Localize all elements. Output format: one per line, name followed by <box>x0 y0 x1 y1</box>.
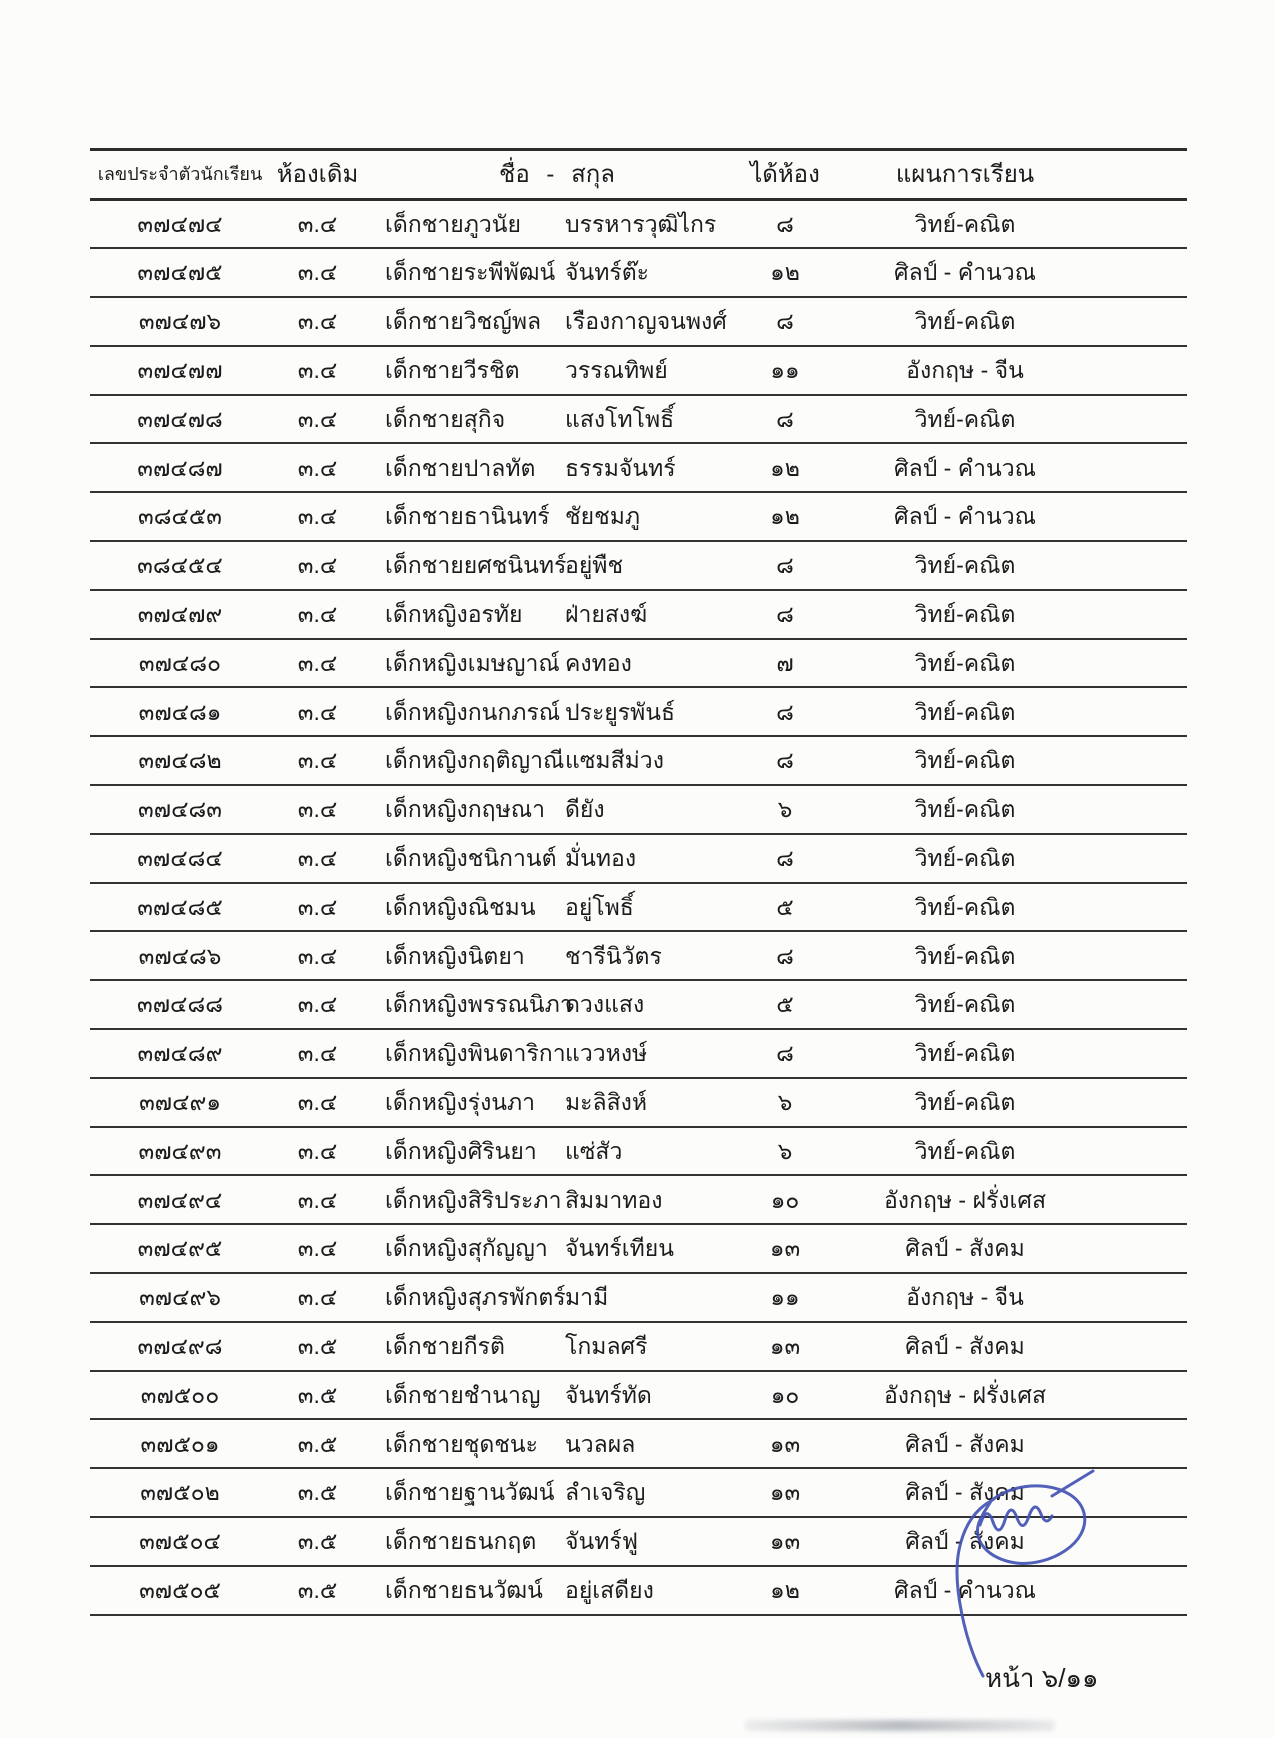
cell-first-name: เด็กชายปาลทัต <box>385 454 536 481</box>
cell-old-room: ๓.๔ <box>297 796 338 823</box>
table-row <box>90 200 1187 249</box>
cell-plan: ศิลป์ - สังคม <box>905 1235 1025 1262</box>
cell-plan: วิทย์-คณิต <box>914 698 1016 725</box>
cell-old-room: ๓.๕ <box>297 1479 338 1506</box>
cell-assigned-room: ๑๒ <box>770 503 800 530</box>
cell-old-room: ๓.๕ <box>297 1528 338 1555</box>
cell-last-name: โกมลศรี <box>565 1333 648 1359</box>
cell-assigned-room: ๖ <box>777 1089 793 1116</box>
cell-assigned-room: ๘ <box>776 552 794 579</box>
table-row <box>90 785 1187 834</box>
cell-first-name: เด็กชายวิชญ์พล <box>385 308 542 335</box>
cell-first-name: เด็กหญิงกฤษณา <box>385 796 545 823</box>
cell-student-id: ๓๗๔๙๕ <box>137 1235 223 1262</box>
table-row <box>90 443 1187 492</box>
table-row <box>90 541 1187 590</box>
cell-plan: วิทย์-คณิต <box>914 1040 1016 1067</box>
cell-first-name: เด็กหญิงเมษญาณ์ <box>385 649 560 676</box>
cell-last-name: อยู่โพธิ์ <box>565 893 634 920</box>
table-row <box>90 931 1187 980</box>
cell-student-id: ๓๗๔๙๑ <box>139 1089 221 1116</box>
cell-plan: วิทย์-คณิต <box>914 552 1016 579</box>
cell-plan: ศิลป์ - คำนวณ <box>894 503 1037 530</box>
cell-plan: วิทย์-คณิต <box>914 210 1016 237</box>
cell-assigned-room: ๑๑ <box>770 1284 800 1311</box>
cell-assigned-room: ๑๐ <box>770 1381 800 1408</box>
table-row <box>90 639 1187 688</box>
table-row <box>90 1322 1187 1371</box>
cell-first-name: เด็กชายระพีพัฒน์ <box>385 259 556 286</box>
cell-plan: วิทย์-คณิต <box>914 796 1016 823</box>
cell-assigned-room: ๑๓ <box>769 1430 801 1457</box>
table-row <box>90 1419 1187 1468</box>
cell-assigned-room: ๘ <box>776 845 794 872</box>
cell-assigned-room: ๑๐ <box>770 1186 800 1213</box>
cell-plan: อังกฤษ - ฝรั่งเศส <box>883 1186 1047 1213</box>
cell-last-name: แววหงษ์ <box>565 1040 648 1067</box>
cell-assigned-room: ๖ <box>777 796 793 823</box>
cell-last-name: มะลิสิงห์ <box>565 1089 648 1116</box>
cell-student-id: ๓๗๔๘๒ <box>138 747 222 774</box>
cell-student-id: ๓๗๔๙๖ <box>139 1284 221 1311</box>
cell-first-name: เด็กหญิงสุกัญญา <box>385 1235 548 1262</box>
student-assignment-table <box>90 148 1187 1616</box>
cell-old-room: ๓.๔ <box>297 503 338 530</box>
cell-first-name: เด็กชายฐานวัฒน์ <box>385 1479 555 1506</box>
cell-student-id: ๓๗๕๐๕ <box>139 1576 221 1603</box>
cell-student-id: ๓๗๔๘๘ <box>137 991 223 1018</box>
cell-assigned-room: ๘ <box>776 210 794 237</box>
cell-student-id: ๓๗๔๘๑ <box>138 698 222 725</box>
table-row <box>90 1517 1187 1566</box>
cell-assigned-room: ๑๒ <box>770 259 800 286</box>
cell-assigned-room: ๖ <box>777 1137 793 1164</box>
cell-first-name: เด็กชายวีรชิต <box>385 357 520 384</box>
cell-old-room: ๓.๔ <box>297 845 338 872</box>
cell-student-id: ๓๗๕๐๒ <box>140 1479 220 1506</box>
cell-old-room: ๓.๔ <box>297 942 338 969</box>
cell-first-name: เด็กหญิงรุ่งนภา <box>385 1089 536 1116</box>
cell-last-name: อยู่พืช <box>565 552 624 579</box>
cell-student-id: ๓๗๔๘๐ <box>138 649 222 676</box>
cell-plan: อังกฤษ - จีน <box>906 1284 1024 1311</box>
cell-first-name: เด็กชายธนวัฒน์ <box>385 1576 543 1603</box>
cell-old-room: ๓.๔ <box>297 1284 338 1311</box>
cell-assigned-room: ๕ <box>776 991 794 1018</box>
table-row <box>90 834 1187 883</box>
cell-plan: วิทย์-คณิต <box>914 845 1016 872</box>
cell-old-room: ๓.๔ <box>297 259 338 286</box>
cell-plan: วิทย์-คณิต <box>914 649 1016 676</box>
cell-student-id: ๓๗๔๘๓ <box>138 796 222 823</box>
cell-last-name: คงทอง <box>565 649 632 676</box>
cell-first-name: เด็กหญิงกนกภรณ์ <box>385 698 561 725</box>
cell-plan: วิทย์-คณิต <box>914 747 1016 774</box>
cell-old-room: ๓.๔ <box>297 893 338 920</box>
cell-old-room: ๓.๔ <box>297 308 338 335</box>
cell-last-name: ชารีนิวัตร <box>565 942 662 969</box>
cell-old-room: ๓.๔ <box>297 405 338 432</box>
cell-student-id: ๓๗๕๐๔ <box>139 1528 221 1555</box>
cell-student-id: ๓๗๔๗๔ <box>137 210 223 237</box>
cell-last-name: อยู่เสดียง <box>565 1576 654 1603</box>
table-row <box>90 1468 1187 1517</box>
cell-first-name: เด็กหญิงพินดาริกา <box>385 1040 566 1067</box>
cell-student-id: ๓๗๔๙๓ <box>138 1137 222 1164</box>
cell-first-name: เด็กหญิงสิริประภา <box>385 1186 562 1213</box>
cell-assigned-room: ๑๒ <box>770 1576 800 1603</box>
cell-old-room: ๓.๕ <box>297 1381 338 1408</box>
cell-student-id: ๓๗๔๗๘ <box>137 405 223 432</box>
cell-old-room: ๓.๔ <box>297 698 338 725</box>
cell-first-name: เด็กชายกีรติ <box>385 1333 505 1359</box>
cell-first-name: เด็กหญิงกฤติญาณี <box>385 747 565 774</box>
header-assigned-room: ได้ห้อง <box>750 160 820 188</box>
scan-artifact <box>745 1720 1055 1731</box>
cell-assigned-room: ๑๓ <box>769 1333 801 1359</box>
cell-last-name: เรืองกาญจนพงศ์ <box>565 308 727 335</box>
cell-assigned-room: ๑๓ <box>769 1235 801 1262</box>
cell-student-id: ๓๗๔๘๖ <box>138 942 222 969</box>
header-student-id: เลขประจำตัวนักเรียน <box>97 164 263 185</box>
cell-assigned-room: ๕ <box>776 893 794 920</box>
table-row <box>90 1127 1187 1176</box>
cell-last-name: ดียัง <box>565 796 605 823</box>
cell-old-room: ๓.๔ <box>297 552 338 579</box>
cell-old-room: ๓.๔ <box>297 747 338 774</box>
cell-assigned-room: ๘ <box>776 747 794 774</box>
table-row <box>90 687 1187 736</box>
cell-assigned-room: ๗ <box>776 649 794 676</box>
cell-plan: วิทย์-คณิต <box>914 308 1016 335</box>
cell-plan: วิทย์-คณิต <box>914 1089 1016 1116</box>
cell-first-name: เด็กหญิงพรรณนิภา <box>385 991 573 1018</box>
cell-plan: อังกฤษ - จีน <box>906 357 1024 384</box>
header-plan: แผนการเรียน <box>895 160 1035 188</box>
table-header <box>90 150 1187 200</box>
cell-first-name: เด็กหญิงชนิกานต์ <box>385 845 557 872</box>
cell-plan: วิทย์-คณิต <box>914 601 1016 628</box>
cell-assigned-room: ๑๑ <box>770 357 800 384</box>
cell-first-name: เด็กหญิงณิชมน <box>385 893 536 920</box>
cell-last-name: วรรณทิพย์ <box>565 357 668 384</box>
cell-assigned-room: ๘ <box>776 942 794 969</box>
cell-old-room: ๓.๔ <box>297 991 338 1018</box>
cell-plan: วิทย์-คณิต <box>914 1137 1016 1164</box>
cell-old-room: ๓.๔ <box>297 1186 338 1213</box>
table-row <box>90 883 1187 932</box>
cell-plan: ศิลป์ - คำนวณ <box>894 1576 1037 1603</box>
cell-student-id: ๓๗๔๘๙ <box>137 1040 223 1067</box>
cell-student-id: ๓๗๔๗๗ <box>137 357 223 384</box>
table-row <box>90 1175 1187 1224</box>
cell-plan: ศิลป์ - สังคม <box>905 1479 1025 1506</box>
table-header-row <box>90 150 1187 200</box>
table-row <box>90 1078 1187 1127</box>
cell-first-name: เด็กหญิงนิตยา <box>385 942 525 969</box>
cell-student-id: ๓๘๔๕๓ <box>137 503 222 530</box>
table-row <box>90 1224 1187 1273</box>
cell-plan: วิทย์-คณิต <box>914 893 1016 920</box>
cell-old-room: ๓.๔ <box>297 1235 338 1262</box>
cell-old-room: ๓.๕ <box>297 1576 338 1603</box>
table-row <box>90 980 1187 1029</box>
cell-last-name: นวลผล <box>565 1430 636 1457</box>
cell-old-room: ๓.๔ <box>297 1137 338 1164</box>
table-body <box>90 200 1187 1615</box>
cell-last-name: แซมสีม่วง <box>565 747 664 774</box>
cell-plan: ศิลป์ - สังคม <box>905 1333 1025 1359</box>
cell-first-name: เด็กชายยศชนินทร์ <box>385 552 567 579</box>
cell-last-name: จันทร์ทัด <box>565 1381 652 1408</box>
table-row <box>90 1029 1187 1078</box>
cell-old-room: ๓.๔ <box>297 601 338 628</box>
cell-last-name: ธรรมจันทร์ <box>565 454 676 481</box>
header-old-room: ห้องเดิม <box>276 160 359 188</box>
cell-assigned-room: ๘ <box>776 1040 794 1067</box>
header-name: ชื่อ - สกุล <box>499 160 615 188</box>
table-row <box>90 395 1187 444</box>
cell-last-name: ลำเจริญ <box>565 1479 646 1506</box>
table-row <box>90 1273 1187 1322</box>
cell-assigned-room: ๘ <box>776 601 794 628</box>
cell-student-id: ๓๗๔๗๕ <box>137 259 223 286</box>
cell-old-room: ๓.๔ <box>297 454 338 481</box>
cell-last-name: ฝ่ายสงฆ์ <box>565 601 648 628</box>
cell-old-room: ๓.๔ <box>297 649 338 676</box>
cell-first-name: เด็กชายชุดชนะ <box>385 1430 538 1457</box>
cell-old-room: ๓.๔ <box>297 1089 338 1116</box>
cell-student-id: ๓๘๔๕๔ <box>137 552 223 579</box>
cell-assigned-room: ๘ <box>776 405 794 432</box>
cell-old-room: ๓.๔ <box>297 1040 338 1067</box>
table-row <box>90 736 1187 785</box>
cell-assigned-room: ๑๓ <box>769 1528 801 1555</box>
cell-last-name: แซ่สัว <box>565 1137 623 1164</box>
cell-student-id: ๓๗๔๙๔ <box>137 1186 223 1213</box>
cell-last-name: ประยูรพันธ์ <box>565 698 676 725</box>
cell-student-id: ๓๗๔๗๙ <box>137 601 223 628</box>
cell-last-name: จันทร์เทียน <box>565 1235 674 1262</box>
cell-first-name: เด็กชายสุกิจ <box>385 405 506 432</box>
cell-last-name: แสงโทโพธิ์ <box>565 405 675 432</box>
cell-last-name: บรรหารวุฒิไกร <box>565 210 717 237</box>
cell-plan: ศิลป์ - คำนวณ <box>894 259 1037 286</box>
cell-plan: อังกฤษ - ฝรั่งเศส <box>883 1381 1047 1408</box>
cell-plan: วิทย์-คณิต <box>914 991 1016 1018</box>
cell-plan: ศิลป์ - คำนวณ <box>894 454 1037 481</box>
cell-plan: วิทย์-คณิต <box>914 405 1016 432</box>
cell-assigned-room: ๘ <box>776 698 794 725</box>
cell-first-name: เด็กชายธานินทร์ <box>385 503 550 530</box>
cell-assigned-room: ๑๓ <box>769 1479 801 1506</box>
cell-plan: ศิลป์ - สังคม <box>905 1528 1025 1555</box>
cell-assigned-room: ๘ <box>776 308 794 335</box>
table-row <box>90 492 1187 541</box>
cell-first-name: เด็กหญิงอรทัย <box>385 601 523 628</box>
cell-last-name: ชัยชมภู <box>565 503 641 530</box>
cell-student-id: ๓๗๔๘๗ <box>137 454 223 481</box>
table-row <box>90 346 1187 395</box>
cell-last-name: มั่นทอง <box>565 845 637 872</box>
cell-plan: วิทย์-คณิต <box>914 942 1016 969</box>
cell-student-id: ๓๗๔๘๔ <box>137 845 223 872</box>
cell-last-name: จันทร์ต๊ะ <box>565 259 650 286</box>
table-row <box>90 248 1187 297</box>
cell-old-room: ๓.๕ <box>297 1333 338 1359</box>
cell-first-name: เด็กชายชำนาญ <box>385 1381 541 1408</box>
cell-student-id: ๓๗๔๘๕ <box>137 893 223 920</box>
cell-assigned-room: ๑๒ <box>770 454 800 481</box>
table-row <box>90 1566 1187 1615</box>
cell-first-name: เด็กหญิงศิรินยา <box>385 1137 537 1164</box>
cell-old-room: ๓.๔ <box>297 210 338 237</box>
cell-old-room: ๓.๔ <box>297 357 338 384</box>
cell-student-id: ๓๗๔๗๖ <box>138 308 222 335</box>
cell-plan: ศิลป์ - สังคม <box>905 1430 1025 1457</box>
table-row <box>90 590 1187 639</box>
page-number-label: หน้า ๖/๑๑ <box>985 1663 1099 1693</box>
cell-last-name: จันทร์ฟู <box>565 1528 638 1555</box>
cell-old-room: ๓.๕ <box>297 1430 338 1457</box>
cell-student-id: ๓๗๕๐๑ <box>140 1430 220 1457</box>
cell-first-name: เด็กชายธนกฤต <box>385 1528 537 1555</box>
cell-student-id: ๓๗๕๐๐ <box>140 1381 220 1408</box>
cell-last-name: ดวงแสง <box>565 991 645 1018</box>
cell-first-name: เด็กชายภูวนัย <box>385 210 522 237</box>
cell-student-id: ๓๗๔๙๘ <box>137 1333 223 1359</box>
table-row <box>90 1371 1187 1420</box>
table-row <box>90 297 1187 346</box>
cell-last-name: สิมมาทอง <box>565 1186 663 1213</box>
cell-first-name: เด็กหญิงสุภรพักตร์ <box>385 1284 566 1311</box>
cell-last-name: มามี <box>565 1284 609 1311</box>
